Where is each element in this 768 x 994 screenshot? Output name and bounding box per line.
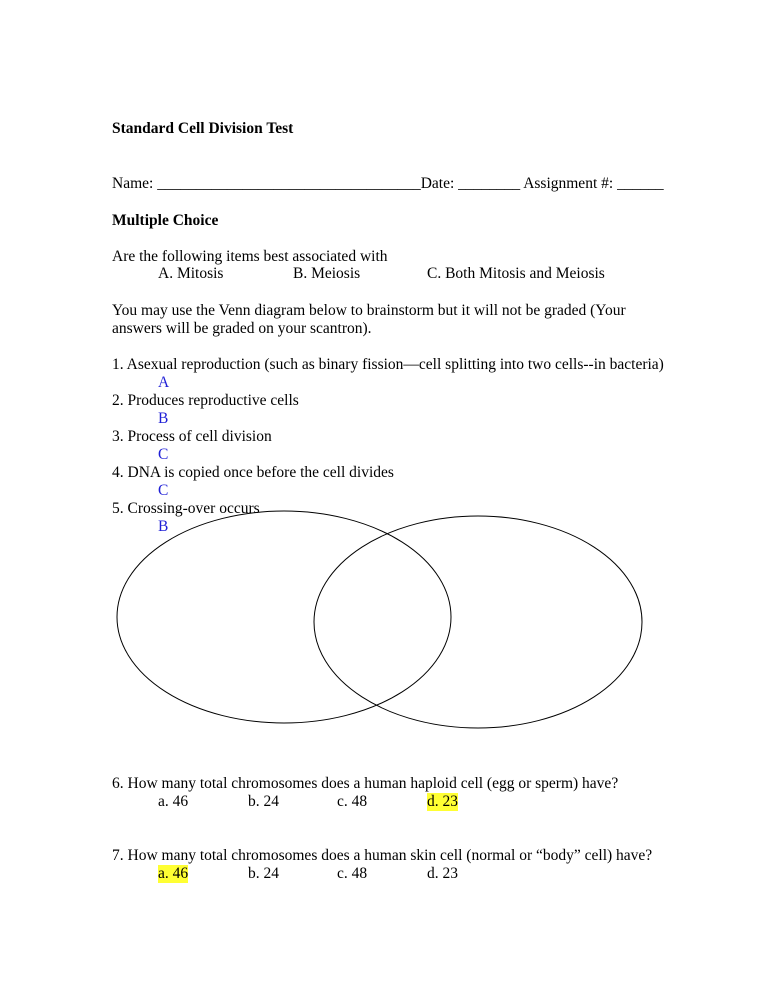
q6-choice-c: c. 48 <box>337 793 368 810</box>
question-7: 7. How many total chromosomes does a human skin cell (normal or “body” cell) have? <box>112 847 653 864</box>
q7-choice-b: b. 24 <box>248 865 279 882</box>
question-2: 2. Produces reproductive cells <box>112 392 299 409</box>
q7-choice-d: d. 23 <box>427 865 458 882</box>
date-blank: ________ <box>458 175 521 192</box>
question-4: 4. DNA is copied once before the cell divides <box>112 464 394 481</box>
option-b: B. Meiosis <box>293 265 361 282</box>
question-6: 6. How many total chromosomes does a human haploid cell (egg or sperm) have? <box>112 775 619 792</box>
answer-5: B <box>158 518 169 535</box>
answer-1: A <box>158 374 170 391</box>
q6-choice-a: a. 46 <box>158 793 189 810</box>
answer-3: C <box>158 446 169 463</box>
q6-choice-d-highlighted: d. 23 <box>427 793 458 810</box>
answer-4: C <box>158 482 169 499</box>
option-c: C. Both Mitosis and Meiosis <box>427 265 605 282</box>
name-blank: __________________________________ <box>157 175 421 192</box>
question-5: 5. Crossing-over occurs <box>112 500 260 517</box>
q7-choice-c: c. 48 <box>337 865 368 882</box>
date-label: Date: <box>420 175 455 192</box>
assignment-label: Assignment #: <box>523 175 614 192</box>
answer-2: B <box>158 410 169 427</box>
instructions-line-1: You may use the Venn diagram below to brainstorm but it will not be graded (Your <box>112 302 626 319</box>
instructions-line-2: answers will be graded on your scantron). <box>112 320 372 337</box>
venn-left-circle <box>117 511 451 723</box>
assignment-blank: ______ <box>617 175 664 192</box>
question-1: 1. Asexual reproduction (such as binary fission—cell splitting into two cells--in bacteria) <box>112 356 664 373</box>
section-title: Multiple Choice <box>112 212 219 229</box>
name-label: Name: <box>112 175 154 192</box>
option-a: A. Mitosis <box>158 265 224 282</box>
prompt: Are the following items best associated with <box>112 248 388 265</box>
page-title: Standard Cell Division Test <box>112 120 294 137</box>
q6-choice-b: b. 24 <box>248 793 279 810</box>
venn-right-circle <box>314 516 642 728</box>
q7-choice-a-highlighted: a. 46 <box>158 865 189 882</box>
question-3: 3. Process of cell division <box>112 428 272 445</box>
